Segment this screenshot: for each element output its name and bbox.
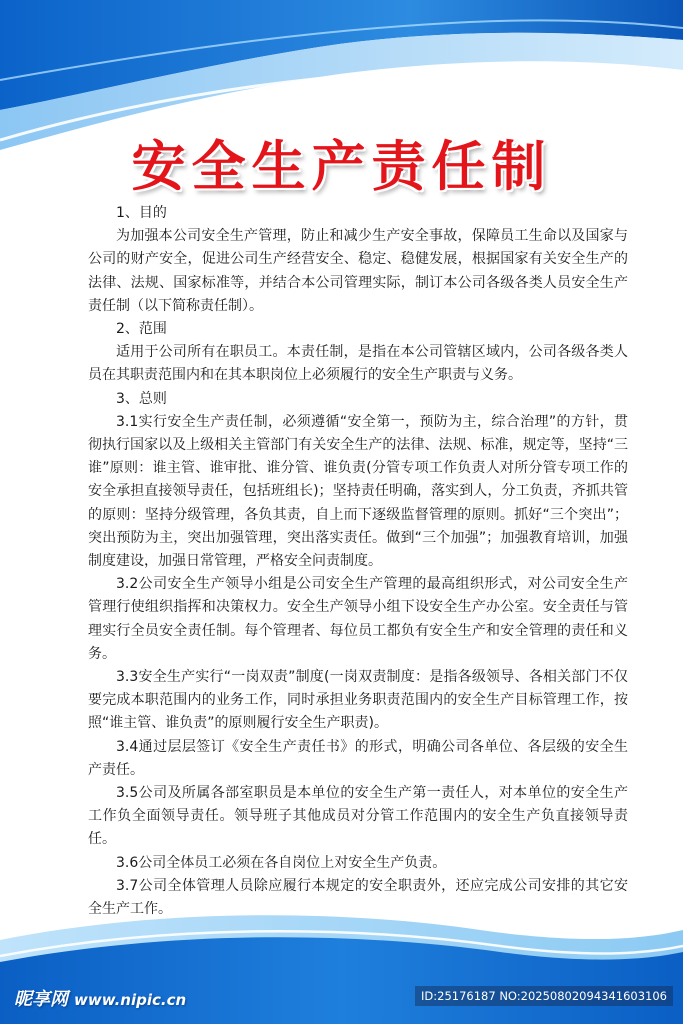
section-paragraph: 为加强本公司安全生产管理，防止和减少生产安全事故，保障员工生命以及国家与公司的财产安全，促进公司生产经营安全、稳定、稳健发展，根据国家有关安全生产的法律、法规、国家标准等，并结合本公司管理实际，制订本公司各级各类人员安全生产责任制（以下简称责任制）。	[88, 228, 628, 314]
document-body	[88, 202, 628, 921]
section-heading: 1、目的	[116, 205, 167, 221]
section-paragraph: 3.4通过层层签订《安全生产责任书》的形式，明确公司各单位、各层级的安全生产责任。	[88, 738, 628, 778]
section-paragraph: 3.3安全生产实行“一岗双责”制度(一岗双责制度：是指各级领导、各相关部门不仅要完成本职范围内的业务工作，同时承担业务职责范围内的安全生产目标管理工作，按照“谁主管、谁负责”的原则履行安全生产职责)。	[88, 669, 628, 732]
section-paragraph: 3.5公司及所属各部室职员是本单位的安全生产第一责任人，对本单位的安全生产工作负全面领导责任。领导班子其他成员对分管工作范围内的安全生产负直接领导责任。	[88, 785, 628, 848]
section-heading: 3、总则	[116, 390, 167, 407]
watermark-logo	[14, 985, 186, 1011]
section-paragraph: 3.1实行安全生产责任制，必须遵循“安全第一，预防为主，综合治理”的方针，贯彻执行国家以及上级相关主管部门有关安全生产的法律、法规、标准，规定等，坚持“三谁”原则：谁主管、谁审批、谁分管、谁负责(分管专项工作负责人对所分管专项工作的安全承担直接领导责任，包括班组长)；坚持责任明确，落实到人，分工负责，齐抓共管的原则：坚持分级管理，各负其责，自上而下逐级监督管理的原则。抓好“三个突出”；突出预防为主，突出加强管理，突出落实责任。做到“三个加强”；加强教育培训，加强制度建设，加强日常管理，严格安全问责制度。	[88, 413, 628, 570]
section-paragraph: 3.7公司全体管理人员除应履行本规定的安全职责外，还应完成公司安排的其它安全生产工作。	[88, 877, 628, 918]
logo-url: www.nipic.cn	[74, 991, 187, 1009]
section-paragraph: 3.6公司全体员工必须在各自岗位上对安全生产负责。	[116, 854, 447, 871]
image-id-label: ID:25176187 NO:20250802094341603106	[415, 986, 673, 1006]
page-title: 安全生产责任制	[131, 135, 552, 198]
section-heading: 2、范围	[116, 321, 167, 338]
logo-text: 昵享网	[14, 989, 68, 1010]
section-paragraph: 3.2公司安全生产领导小组是公司安全生产管理的最高组织形式，对公司安全生产管理行使组织指挥和决策权力。安全生产领导小组下设安全生产办公室。安全责任与管理实行全员安全责任制。每个管理者、每位员工都负有安全生产和安全管理的责任和义务。	[88, 576, 628, 662]
section-paragraph: 适用于公司所有在职员工。本责任制，是指在本公司管辖区域内，公司各级各类人员在其职责范围内和在其本职岗位上必须履行的安全生产职责与义务。	[88, 344, 628, 384]
